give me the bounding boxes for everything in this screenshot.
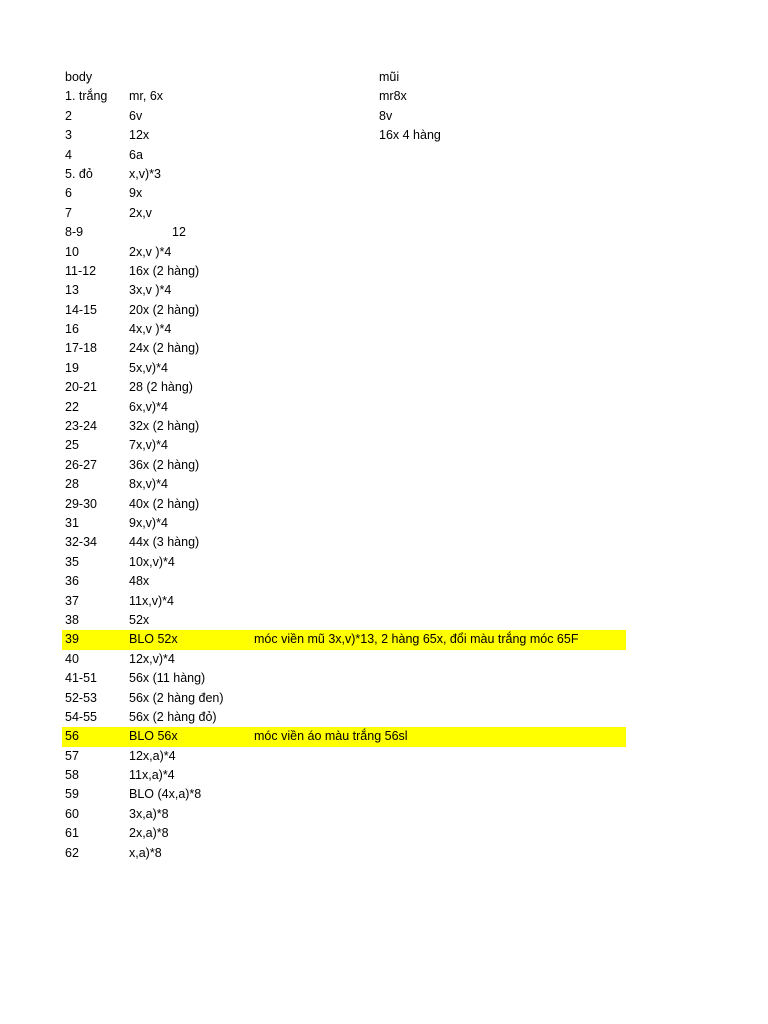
cell-col-b[interactable]: 28 (2 hàng) [129,380,193,395]
cell-col-a[interactable]: 62 [65,845,79,860]
sheet-row [62,184,626,203]
cell-col-b[interactable]: 20x (2 hàng) [129,302,200,317]
sheet-row [62,68,626,87]
cell-col-b[interactable]: 2x,v [129,205,152,220]
cell-col-b[interactable]: 40x (2 hàng) [129,496,200,511]
sheet-row [62,805,626,824]
cell-col-a[interactable]: body [65,70,93,84]
cell-col-a[interactable]: 41-51 [65,671,97,686]
sheet-row [62,223,626,242]
cell-col-b[interactable]: 5x,v)*4 [129,360,168,375]
sheet-row [62,650,626,669]
sheet-row [62,495,626,514]
cell-col-b[interactable]: 12 [172,225,186,240]
cell-col-b[interactable]: 10x,v)*4 [129,554,175,569]
cell-col-b[interactable]: BLO 56x [129,729,178,744]
sheet-row [62,204,626,223]
sheet-row [62,378,626,397]
sheet-row [62,359,626,378]
sheet-row [62,126,626,145]
sheet-row [62,436,626,455]
cell-col-a[interactable]: 35 [65,554,79,569]
cell-col-b[interactable]: 6x,v)*4 [129,399,168,414]
cell-col-d[interactable]: mr8x [379,89,407,104]
cell-col-a[interactable]: 3 [65,128,72,143]
sheet-row [62,514,626,533]
cell-col-a[interactable]: 25 [65,438,79,453]
sheet-row [62,87,626,106]
cell-col-b[interactable]: BLO (4x,a)*8 [129,787,202,802]
sheet-row [62,281,626,300]
sheet-row [62,766,626,785]
cell-col-b[interactable]: 56x (2 hàng đỏ) [129,709,217,724]
cell-col-b[interactable]: 11x,v)*4 [129,593,174,608]
sheet-row [62,339,626,358]
cell-col-b[interactable]: 2x,a)*8 [129,826,169,841]
cell-col-b[interactable]: 44x (3 hàng) [129,535,200,550]
cell-col-b[interactable]: 9x [129,186,143,201]
cell-col-a[interactable]: 7 [65,205,72,220]
cell-col-a[interactable]: 31 [65,515,79,530]
sheet-row [62,107,626,126]
sheet-row [62,398,626,417]
sheet-row-highlighted [62,630,626,649]
sheet-row [62,689,626,708]
cell-col-a[interactable]: 26-27 [65,457,97,472]
sheet-row [62,785,626,804]
cell-col-a[interactable]: 14-15 [65,302,97,317]
cell-col-b[interactable]: 6v [129,108,143,123]
cell-col-d[interactable]: 16x 4 hàng [379,128,441,143]
cell-col-a[interactable]: 5. đỏ [65,166,93,181]
sheet-row [62,301,626,320]
sheet-row [62,456,626,475]
cell-col-a[interactable]: 16 [65,322,79,337]
cell-col-a[interactable]: 10 [65,244,79,259]
cell-col-a[interactable]: 29-30 [65,496,97,511]
cell-col-b[interactable]: 4x,v )*4 [129,322,172,337]
cell-col-a[interactable]: 23-24 [65,419,97,434]
cell-col-a[interactable]: 52-53 [65,690,97,705]
cell-col-b[interactable]: 12x [129,128,150,143]
cell-col-a[interactable]: 61 [65,826,79,841]
sheet-row [62,669,626,688]
cell-col-a[interactable]: 36 [65,574,79,589]
cell-col-a[interactable]: 4 [65,147,72,162]
cell-col-a[interactable]: 17-18 [65,341,97,356]
cell-col-a[interactable]: 8-9 [65,225,84,240]
sheet-row [62,320,626,339]
sheet-row [62,611,626,630]
cell-col-c[interactable]: móc viền áo màu trắng 56sl [254,729,408,744]
sheet-row [62,475,626,494]
cell-col-b[interactable]: 12x,v)*4 [129,651,175,666]
sheet-row [62,708,626,727]
sheet-row [62,572,626,591]
cell-col-b[interactable]: 56x (11 hàng) [129,671,206,686]
cell-col-b[interactable]: 36x (2 hàng) [129,457,200,472]
cell-col-b[interactable]: 9x,v)*4 [129,515,168,530]
sheet-row [62,417,626,436]
cell-col-b[interactable]: x,v)*3 [129,166,161,181]
cell-col-a[interactable]: 28 [65,477,79,492]
spreadsheet-sheet [62,68,626,863]
cell-col-a[interactable]: 13 [65,283,79,298]
cell-col-b[interactable]: 11x,a)*4 [129,768,175,783]
cell-col-d[interactable]: mũi [379,70,400,84]
cell-col-a[interactable]: 60 [65,806,79,821]
cell-col-b[interactable]: 3x,a)*8 [129,806,169,821]
cell-col-b[interactable]: 2x,v )*4 [129,244,172,259]
cell-col-b[interactable]: 8x,v)*4 [129,477,168,492]
cell-col-a[interactable]: 32-34 [65,535,97,550]
cell-col-a[interactable]: 22 [65,399,79,414]
sheet-row-highlighted [62,727,626,746]
cell-col-b[interactable]: 52x [129,612,150,627]
sheet-row [62,592,626,611]
cell-col-a[interactable]: 39 [65,632,79,647]
cell-col-a[interactable]: 58 [65,768,79,783]
cell-col-b[interactable]: 6a [129,147,143,162]
sheet-row [62,165,626,184]
cell-col-b[interactable]: 56x (2 hàng đen) [129,690,224,705]
cell-col-b[interactable]: 12x,a)*4 [129,748,176,763]
cell-col-a[interactable]: 54-55 [65,709,97,724]
cell-col-a[interactable]: 6 [65,186,72,201]
cell-col-b[interactable]: 24x (2 hàng) [129,341,200,356]
cell-col-b[interactable]: mr, 6x [129,89,164,104]
cell-col-d[interactable]: 8v [379,108,393,123]
cell-col-b[interactable]: 48x [129,574,150,589]
cell-col-b[interactable]: BLO 52x [129,632,178,647]
sheet-row [62,553,626,572]
sheet-row [62,533,626,552]
cell-col-c[interactable]: móc viền mũ 3x,v)*13, 2 hàng 65x, đổi màu trắng móc 65F [254,632,579,647]
sheet-row [62,262,626,281]
cell-col-a[interactable]: 59 [65,787,79,802]
cell-col-b[interactable]: 16x (2 hàng) [129,263,200,278]
cell-col-b[interactable]: 32x (2 hàng) [129,419,200,434]
cell-col-a[interactable]: 20-21 [65,380,97,395]
cell-col-b[interactable]: 3x,v )*4 [129,283,172,298]
cell-col-a[interactable]: 19 [65,360,79,375]
cell-col-a[interactable]: 56 [65,729,79,744]
cell-col-b[interactable]: 7x,v)*4 [129,438,168,453]
sheet-row [62,844,626,863]
cell-col-a[interactable]: 57 [65,748,79,763]
cell-col-a[interactable]: 38 [65,612,79,627]
cell-col-a[interactable]: 40 [65,651,79,666]
sheet-row [62,824,626,843]
cell-col-a[interactable]: 11-12 [65,263,97,278]
cell-col-a[interactable]: 2 [65,108,72,123]
cell-col-a[interactable]: 1. trắng [65,89,108,104]
cell-col-a[interactable]: 37 [65,593,79,608]
sheet-row [62,146,626,165]
cell-col-b[interactable]: x,a)*8 [129,845,162,860]
sheet-row [62,747,626,766]
sheet-row [62,243,626,262]
